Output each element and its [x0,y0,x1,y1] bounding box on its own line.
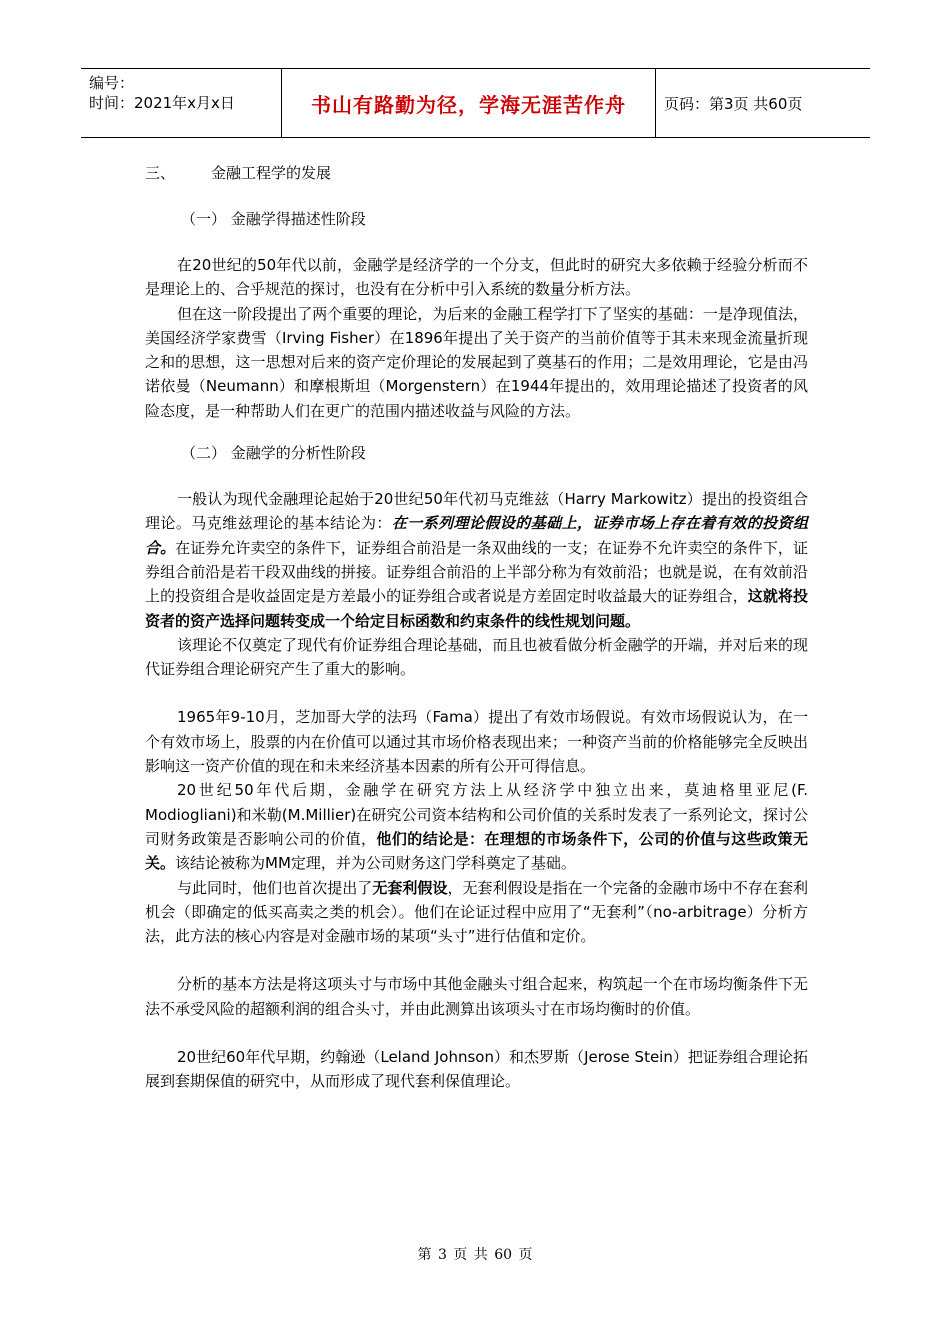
header-motto-cell [282,69,656,137]
header-motto: 书山有路勤为径，学海无涯苦作舟 [311,92,626,117]
paragraph-7-text-a: 与此同时，他们也首次提出了 [177,878,373,897]
paragraph-3-text-a: 一般认为现代金融理论起始于20世纪50年代初马克维兹（Harry Markowitz）提出的投资组合理论。马克维兹理论的基本结论为： [145,490,808,533]
section-title: 金融工程学的发展 [211,164,332,182]
subsection-heading-1: （一） 金融学得描述性阶段 [181,210,366,228]
page-footer: 第 3 页 共 60 页 [417,1247,533,1263]
subsection-heading-2: （二） 金融学的分析性阶段 [181,444,366,463]
document-number-label: 编号： [89,74,135,92]
paragraph-3-bold-conclusion: 这就将投资者的资产选择问题转变成一个给定目标函数和约束条件的线性规划问题。 [145,587,808,630]
paragraph-3-text-c: 在证券允许卖空的条件下，证券组合前沿是一条双曲线的一支；在证券不允许卖空的条件下，证券组合前沿是若干段双曲线的拼接。证券组合前沿的上半部分称为有效前沿；也就是说，在有效前沿上的投资组合是收益固定是方差最小的证券组合或者说是方差固定时收益最大的证券组合， [145,538,808,606]
section-heading [145,158,808,185]
paragraph-7-bold-term: 无套利假设 [372,878,448,897]
paragraph-6 [145,778,808,875]
paragraph-9: 20世纪60年代早期，约翰逊（Leland Johnson）和杰罗斯（Jerose Stein）把证券组合理论拓展到套期保值的研究中，从而形成了现代套利保值理论。 [145,1048,808,1091]
header-meta [81,69,282,137]
header-page-label: 页码：第3页 共60页 [664,94,803,113]
document-date-label: 时间：2021年x月x日 [89,94,235,112]
paragraph-6-text-a: 20世纪50年代后期，金融学在研究方法上从经济学中独立出来，莫迪格里亚尼(F. Modiogliani)和米勒(M.Millier)在研究公司资本结构和公司价值的关系时发表了一系列论文，探讨公司财务政策是否影响公司的价值， [145,781,808,848]
paragraph-2: 但在这一阶段提出了两个重要的理论，为后来的金融工程学打下了坚实的基础：一是净现值法，美国经济学家费雪（Irving Fisher）在1896年提出了关于资产的当前价值等于其未来现金流量折现之和的思想，这一思想对后来的资产定价理论的发展起到了奠基石的作用；二是效用理论，它是由冯诺依曼（Neumann）和摩根斯坦（Morgenstern）在1944年提出的，效用理论描述了投资者的风险态度，是一种帮助人们在更广的范围内描述收益与风险的方法。 [145,304,808,420]
paragraph-1: 在20世纪的50年代以前，金融学是经济学的一个分支，但此时的研究大多依赖于经验分析而不是理论上的、合乎规范的探讨，也没有在分析中引入系统的数量分析方法。 [145,256,808,299]
paragraph-4: 该理论不仅奠定了现代有价证券组合理论基础，而且也被看做分析金融学的开端，并对后来的现代证券组合理论研究产生了重大的影响。 [145,635,808,679]
paragraph-8: 分析的基本方法是将这项头寸与市场中其他金融头寸组合起来，构筑起一个在市场均衡条件下无法不承受风险的超额利润的组合头寸，并由此测算出该项头寸在市场均衡时的价值。 [145,975,808,1018]
section-number: 三、 [145,164,176,182]
document-body [145,158,808,1094]
page-header [81,68,870,138]
paragraph-5: 1965年9-10月，芝加哥大学的法玛（Fama）提出了有效市场假说。有效市场假说认为，在一个有效市场上，股票的内在价值可以通过其市场价格表现出来；一种资产当前的价格能够完全反映出影响这一资产价值的现在和未来经济基本因素的所有公开可得信息。 [145,708,808,776]
paragraph-6-text-c: 该结论被称为MM定理，并为公司财务这门学科奠定了基础。 [175,854,576,873]
paragraph-3 [145,487,808,633]
paragraph-6-bold-conclusion: 他们的结论是：在理想的市场条件下，公司的价值与这些政策无关。 [145,829,808,873]
paragraph-7 [145,876,808,949]
paragraph-7-text-c: ，无套利假设是指在一个完备的金融市场中不存在套利机会（即确定的低买高卖之类的机会）。他们在论证过程中应用了“无套利”（no-arbitrage）分析方法，此方法的核心内容是对金融市场的某项“头寸”进行估值和定价。 [145,878,808,946]
paragraph-3-emphasis: 在一系列理论假设的基础上，证券市场上存在着有效的投资组合。 [145,514,808,557]
